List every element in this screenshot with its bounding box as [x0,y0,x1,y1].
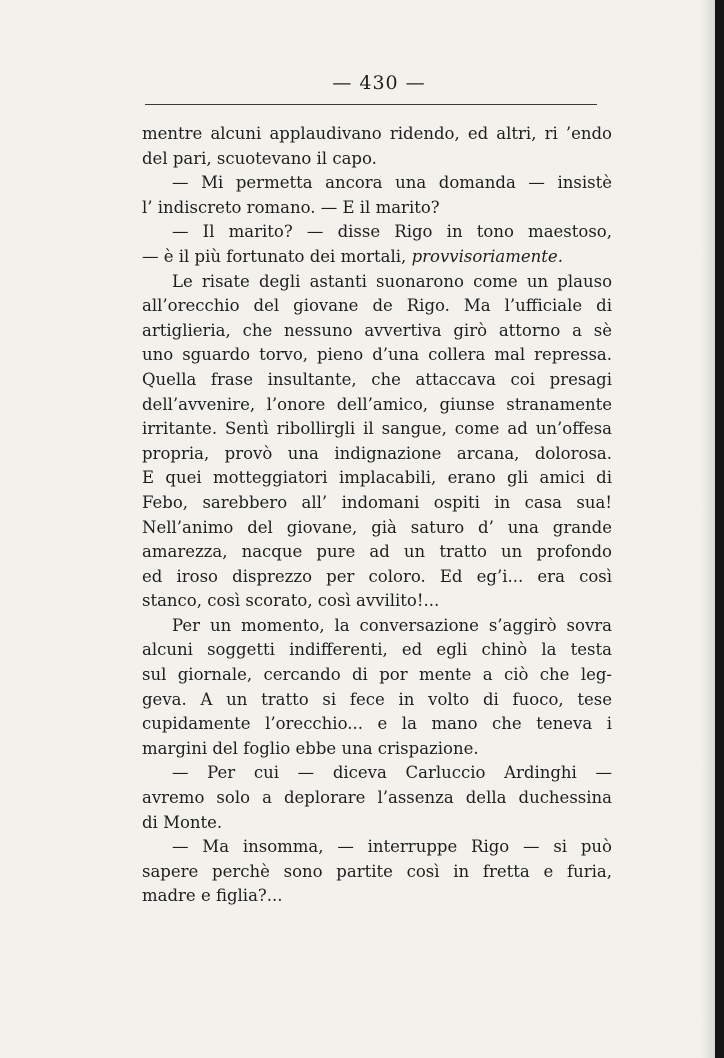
text-line [142,565,612,590]
text-line [142,540,612,565]
text-line [142,761,612,786]
text-line-content: artiglieria, che nessuno avvertiva girò attorno a sè [142,320,612,340]
text-line-content: — Ma insomma, — interruppe Rigo — si può [172,837,612,857]
text-line [142,786,612,811]
text-line [142,196,612,221]
text-line [142,516,612,541]
text-line [142,860,612,885]
text-line [142,147,612,172]
text-line-content: Le risate degli astanti suonarono come un plauso [172,271,612,291]
text-line-content: Per un momento, la conversazione s’aggirò sovra [172,615,612,635]
text-line [142,319,612,344]
text-line-content: di Monte. [142,812,223,832]
text-line-content: del pari, scuotevano il capo. [142,148,377,168]
text-line-content: Febo, sarebbero all’ indomani ospiti in casa sua! [142,492,612,512]
text-line [142,491,612,516]
text-line [142,368,612,393]
text-line-content: alcuni soggetti indifferenti, ed egli chinò la testa [142,640,612,660]
text-line [142,614,612,639]
text-line-content: madre e figlia?... [142,886,283,906]
text-line [142,393,612,418]
italic-word: provvisoriamente. [411,246,563,266]
text-line-content: geva. A un tratto si fece in volto di fuoco, tese [142,689,612,709]
text-line [142,688,612,713]
text-line-content: irritante. Sentì ribollirgli il sangue, come ad un’offesa [142,419,612,439]
text-line-content: sapere perchè sono partite così in fretta e furia, [142,861,612,881]
text-line [142,122,612,147]
text-line [142,638,612,663]
text-line [142,294,612,319]
text-line [142,417,612,442]
text-line-content: Nell’animo del giovane, già saturo d’ una grande [142,517,612,537]
text-line-content: — Il marito? — disse Rigo in tono maestoso, [172,222,612,242]
page-number: — 430 — [332,72,426,94]
text-line-content: uno sguardo torvo, pieno d’una collera mal repressa. [142,345,612,365]
text-line [142,663,612,688]
page-edge [715,0,724,1058]
text-line-content: dell’avvenire, l’onore dell’amico, giunse stranamente [142,394,612,414]
body-text [142,122,612,909]
text-line-content: mentre alcuni applaudivano ridendo, ed altri, ri ’endo [142,124,612,143]
text-line [142,245,612,270]
text-line-content: ed iroso disprezzo per coloro. Ed eg’i... era così [142,566,612,586]
text-line [142,835,612,860]
text-line-content: all’orecchio del giovane de Rigo. Ma l’ufficiale di [142,296,612,316]
text-line [142,270,612,295]
text-line-content: Quella frase insultante, che attaccava coi presagi [142,369,612,389]
text-line-content: sul giornale, cercando di por mente a ciò che leg- [142,665,612,685]
text-line-content: propria, provò una indignazione arcana, dolorosa. [142,443,612,463]
text-line [142,884,612,909]
text-line-content: stanco, così scorato, così avvilito!... [142,591,440,611]
text-line-content: — è il più fortunato dei mortali, [142,246,412,266]
text-line [142,811,612,836]
text-line [142,171,612,196]
text-line [142,737,612,762]
text-line-content: — Mi permetta ancora una domanda — insistè [172,173,612,193]
text-line [142,442,612,467]
text-line [142,589,612,614]
text-line-content: avremo solo a deplorare l’assenza della duchessina [142,788,612,808]
text-line [142,220,612,245]
text-line-content: amarezza, nacque pure ad un tratto un profondo [142,542,612,562]
text-line-content: l’ indiscreto romano. — E il marito? [142,197,440,217]
text-line-content: — Per cui — diceva Carluccio Ardinghi — [172,763,612,783]
text-line [142,466,612,491]
text-line-content: E quei motteggiatori implacabili, erano gli amici di [142,468,612,488]
text-line-content: margini del foglio ebbe una crispazione. [142,738,479,758]
text-line [142,712,612,737]
page-gutter-shadow [701,0,715,1058]
text-line [142,343,612,368]
header-rule [145,104,597,105]
text-line-content: cupidamente l’orecchio... e la mano che teneva i [142,714,612,734]
